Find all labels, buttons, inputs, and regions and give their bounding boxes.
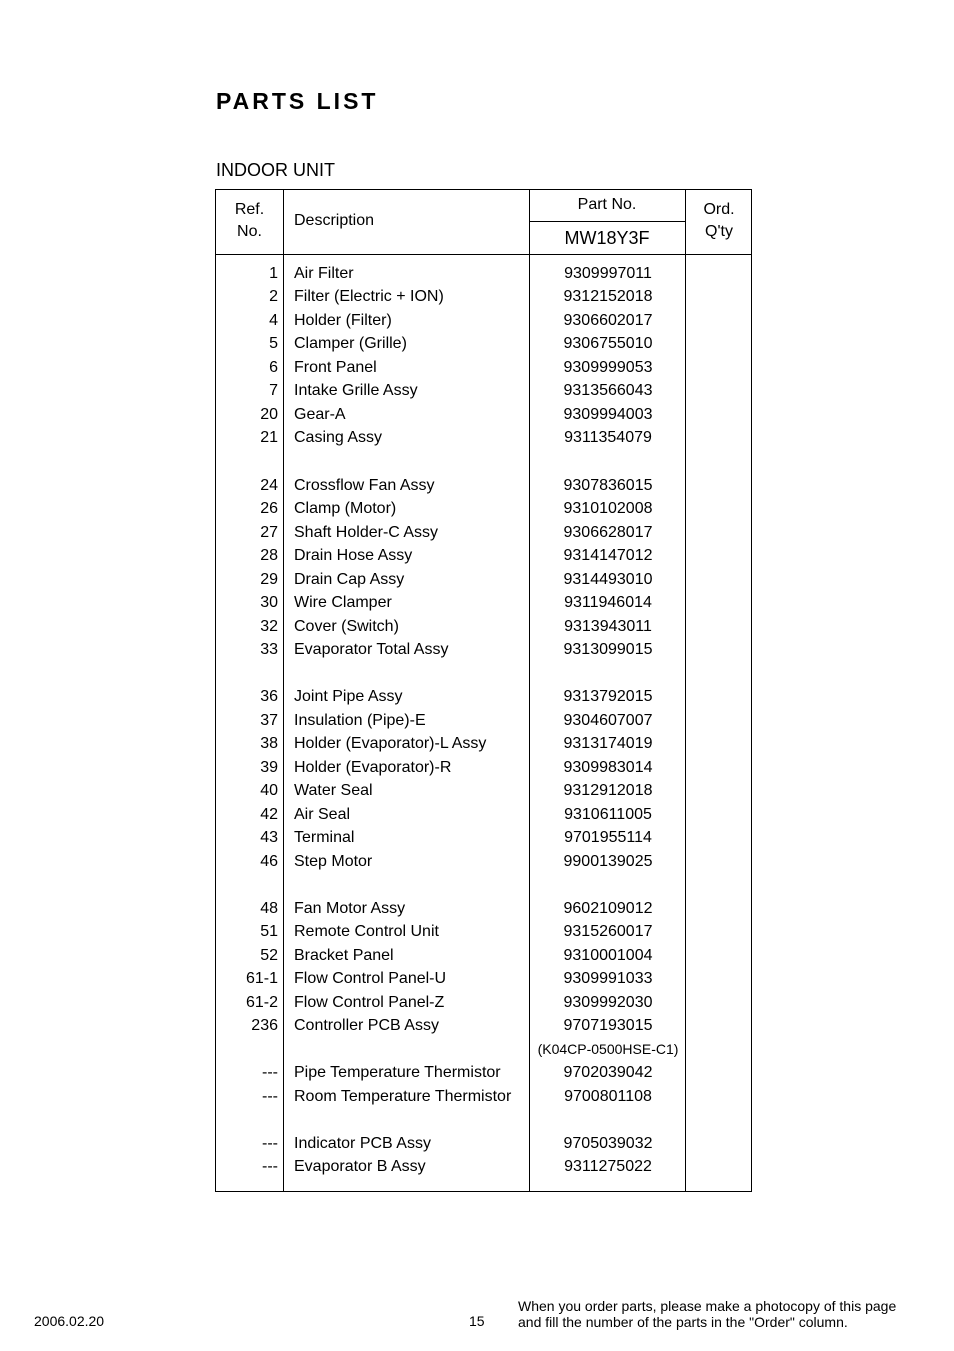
description-cell: Cover (Switch) <box>294 618 399 635</box>
part-no-cell: 9312912018 <box>563 782 653 799</box>
description-cell: Crossflow Fan Assy <box>294 477 435 494</box>
description-cell: Terminal <box>294 829 355 846</box>
table-row <box>216 615 753 638</box>
table-row <box>216 826 753 849</box>
description-cell: Joint Pipe Assy <box>294 688 403 705</box>
description-cell: Evaporator B Assy <box>294 1158 426 1175</box>
table-row <box>216 638 753 661</box>
ref-no-cell: 20 <box>260 406 278 423</box>
table-row <box>216 403 753 426</box>
ref-no-cell: 26 <box>260 500 278 517</box>
part-no-cell: 9315260017 <box>563 923 653 940</box>
table-row <box>216 732 753 755</box>
table-row <box>216 709 753 732</box>
table-row <box>216 521 753 544</box>
part-no-cell: 9701955114 <box>564 829 652 846</box>
description-cell: Holder (Filter) <box>294 312 392 329</box>
part-no-cell: 9306602017 <box>563 312 653 329</box>
part-no-cell: 9314493010 <box>563 571 653 588</box>
part-no-cell: 9702039042 <box>563 1064 653 1081</box>
description-cell: Holder (Evaporator)-R <box>294 759 452 776</box>
description-cell: Water Seal <box>294 782 373 799</box>
ref-no-cell: 61-1 <box>245 970 278 987</box>
table-row <box>216 944 753 967</box>
part-no-cell: 9705039032 <box>563 1135 653 1152</box>
part-no-cell: 9309999053 <box>563 359 653 376</box>
ref-no-cell: 32 <box>260 618 278 635</box>
description-cell: Clamp (Motor) <box>294 500 397 517</box>
ref-no-cell: 27 <box>260 524 278 541</box>
header-ref-no: Ref. No. <box>234 201 265 240</box>
footer-order-note: When you order parts, please make a photocopy of this page and fill the number of the parts in the "Order" column. <box>518 1298 897 1330</box>
header-bottom-line <box>216 254 751 255</box>
description-cell: Air Filter <box>294 265 354 282</box>
description-cell: Holder (Evaporator)-L Assy <box>294 735 487 752</box>
table-row <box>216 379 753 402</box>
part-no-cell: 9309992030 <box>563 994 653 1011</box>
ref-no-cell: 2 <box>269 288 278 305</box>
part-no-cell: 9700801108 <box>564 1088 652 1105</box>
part-no-cell: 9312152018 <box>563 288 653 305</box>
ref-no-cell: 46 <box>260 853 278 870</box>
ref-no-cell: 48 <box>260 900 278 917</box>
table-row <box>216 991 753 1014</box>
part-no-cell: 9311275022 <box>564 1158 652 1175</box>
description-cell: Evaporator Total Assy <box>294 641 449 658</box>
ref-no-cell: 24 <box>260 477 278 494</box>
table-row <box>216 1155 753 1178</box>
part-no-cell: 9310102008 <box>563 500 653 517</box>
description-cell: Pipe Temperature Thermistor <box>294 1064 501 1081</box>
page-title: PARTS LIST <box>216 88 379 114</box>
description-cell: Indicator PCB Assy <box>294 1135 431 1152</box>
ref-no-cell: 40 <box>260 782 278 799</box>
table-row <box>216 920 753 943</box>
ref-no-cell: --- <box>262 1064 278 1081</box>
description-cell: Bracket Panel <box>294 947 394 964</box>
table-row <box>216 285 753 308</box>
table-row <box>216 803 753 826</box>
part-no-cell: 9309991033 <box>563 970 653 987</box>
ref-no-cell: 39 <box>260 759 278 776</box>
description-cell: Air Seal <box>294 806 351 823</box>
description-cell: Filter (Electric + ION) <box>294 288 444 305</box>
table-row <box>216 897 753 920</box>
part-no-cell: 9311354079 <box>564 429 652 446</box>
ref-no-cell: --- <box>262 1158 278 1175</box>
header-divider <box>529 221 685 222</box>
table-row <box>216 756 753 779</box>
description-cell: Casing Assy <box>294 429 383 446</box>
section-subtitle: INDOOR UNIT <box>216 160 335 180</box>
table-row <box>216 309 753 332</box>
ref-no-cell: 5 <box>269 335 278 352</box>
part-no-cell: 9310001004 <box>563 947 653 964</box>
description-cell: Intake Grille Assy <box>294 382 418 399</box>
table-row <box>216 474 753 497</box>
part-no-cell: 9707193015 <box>563 1017 653 1034</box>
part-no-cell: 9900139025 <box>563 853 653 870</box>
ref-no-cell: 43 <box>260 829 278 846</box>
part-no-cell: 9306628017 <box>563 524 653 541</box>
part-no-cell: 9304607007 <box>563 712 653 729</box>
part-no-cell: 9313943011 <box>564 618 652 635</box>
ref-no-cell: 21 <box>260 429 278 446</box>
page-number: 15 <box>469 1313 485 1329</box>
table-row <box>216 967 753 990</box>
table-row <box>216 426 753 449</box>
part-no-cell: 9310611005 <box>564 806 652 823</box>
ref-no-cell: 33 <box>260 641 278 658</box>
ref-no-cell: 42 <box>260 806 278 823</box>
description-cell: Fan Motor Assy <box>294 900 406 917</box>
part-no-cell: 9313792015 <box>563 688 653 705</box>
table-row <box>216 568 753 591</box>
ref-no-cell: 61-2 <box>245 994 278 1011</box>
ref-no-cell: 51 <box>260 923 278 940</box>
footer-date: 2006.02.20 <box>34 1313 105 1329</box>
table-row <box>216 685 753 708</box>
table-row <box>216 356 753 379</box>
ref-no-cell: 30 <box>260 594 278 611</box>
table-row <box>216 850 753 873</box>
description-cell: Clamper (Grille) <box>294 335 407 352</box>
part-no-cell: 9309997011 <box>564 265 652 282</box>
ref-no-cell: 4 <box>269 312 278 329</box>
ref-no-cell: 36 <box>260 688 278 705</box>
part-no-cell: 9313099015 <box>563 641 653 658</box>
part-no-cell: 9602109012 <box>563 900 653 917</box>
pcb-model-note: (K04CP-0500HSE-C1) <box>537 1041 679 1057</box>
part-no-cell: 9313174019 <box>563 735 653 752</box>
ref-no-cell: 52 <box>260 947 278 964</box>
ref-no-cell: 236 <box>251 1017 278 1034</box>
part-no-cell: 9309983014 <box>563 759 653 776</box>
ref-no-cell: 38 <box>260 735 278 752</box>
description-cell: Controller PCB Assy <box>294 1017 439 1034</box>
header-description: Description <box>294 212 375 229</box>
description-cell: Remote Control Unit <box>294 923 439 940</box>
table-row <box>216 1132 753 1155</box>
ref-no-cell: 28 <box>260 547 278 564</box>
part-no-cell: 9306755010 <box>563 335 653 352</box>
part-no-cell: 9313566043 <box>563 382 653 399</box>
description-cell: Drain Cap Assy <box>294 571 405 588</box>
ref-no-cell: 7 <box>269 382 278 399</box>
part-no-cell: 9307836015 <box>563 477 653 494</box>
description-cell: Flow Control Panel-U <box>294 970 447 987</box>
ref-no-cell: 29 <box>260 571 278 588</box>
table-row <box>216 591 753 614</box>
description-cell: Step Motor <box>294 853 373 870</box>
description-cell: Front Panel <box>294 359 377 376</box>
table-row <box>216 497 753 520</box>
part-no-cell: 9309994003 <box>563 406 653 423</box>
ref-no-cell: 6 <box>269 359 278 376</box>
description-cell: Insulation (Pipe)-E <box>294 712 426 729</box>
description-cell: Drain Hose Assy <box>294 547 413 564</box>
table-row <box>216 1085 753 1108</box>
description-cell: Shaft Holder-C Assy <box>294 524 439 541</box>
table-row <box>216 544 753 567</box>
description-cell: Gear-A <box>294 406 346 423</box>
description-cell: Room Temperature Thermistor <box>294 1088 512 1105</box>
description-cell: Wire Clamper <box>294 594 392 611</box>
description-cell: Flow Control Panel-Z <box>294 994 445 1011</box>
ref-no-cell: --- <box>262 1135 278 1152</box>
header-part-no: Part No. <box>577 196 637 213</box>
table-row <box>216 1014 753 1037</box>
table-row <box>216 779 753 802</box>
header-model: MW18Y3F <box>564 228 650 248</box>
table-row <box>216 1061 753 1084</box>
table-row <box>216 332 753 355</box>
part-no-cell: 9311946014 <box>564 594 652 611</box>
header-order-qty: Ord. Q'ty <box>703 201 735 240</box>
parts-table <box>215 189 752 1192</box>
ref-no-cell: 1 <box>269 265 278 282</box>
table-row <box>216 262 753 285</box>
part-no-cell: 9314147012 <box>563 547 653 564</box>
ref-no-cell: 37 <box>260 712 278 729</box>
ref-no-cell: --- <box>262 1088 278 1105</box>
